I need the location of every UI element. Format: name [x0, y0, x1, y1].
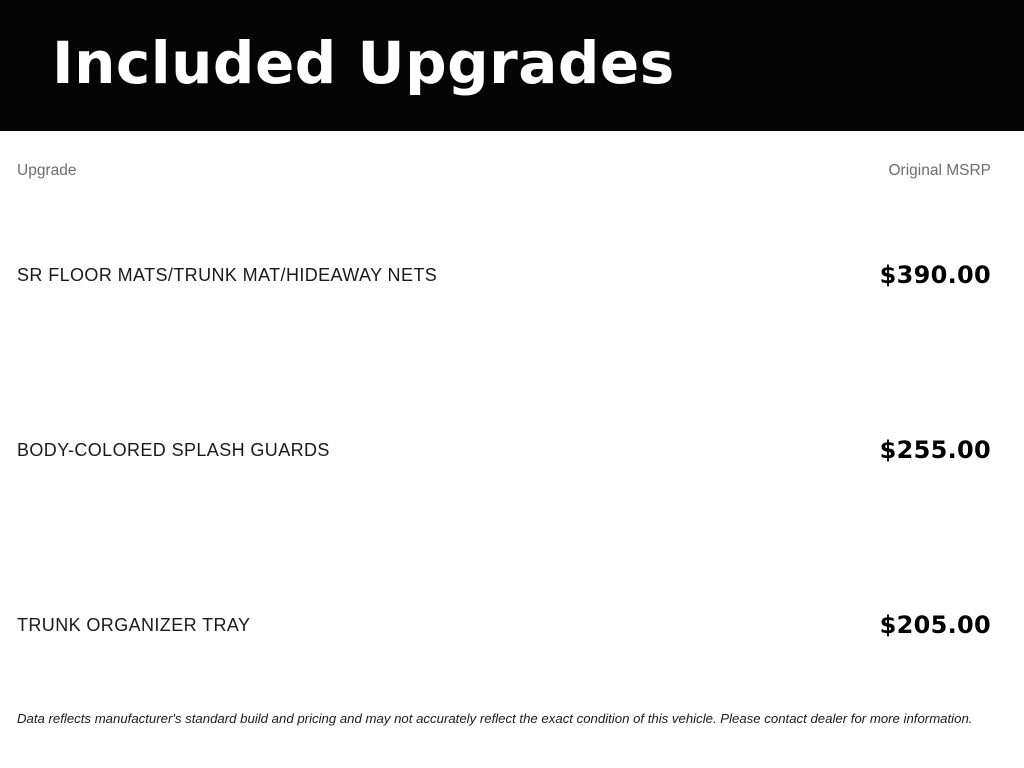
column-header-original-msrp: Original MSRP: [888, 162, 991, 179]
page-header: [0, 0, 1024, 131]
upgrade-msrp: $255.00: [879, 436, 991, 464]
table-column-headers: [17, 162, 991, 180]
upgrade-name: BODY-COLORED SPLASH GUARDS: [17, 439, 330, 460]
upgrades-table: [0, 162, 1024, 726]
upgrade-name: SR FLOOR MATS/TRUNK MAT/HIDEAWAY NETS: [17, 264, 438, 285]
page-title: Included Upgrades: [52, 28, 675, 97]
disclaimer-text: Data reflects manufacturer's standard build and pricing and may not accurately reflect the exact condition of this vehicle. Please contact dealer for more information.: [17, 711, 973, 726]
table-row: [17, 260, 991, 290]
upgrade-name: TRUNK ORGANIZER TRAY: [17, 614, 251, 635]
table-row: [17, 610, 991, 640]
table-row: [17, 435, 991, 465]
column-header-upgrade: Upgrade: [17, 162, 77, 179]
upgrade-msrp: $205.00: [879, 611, 991, 639]
upgrade-msrp: $390.00: [879, 261, 991, 289]
